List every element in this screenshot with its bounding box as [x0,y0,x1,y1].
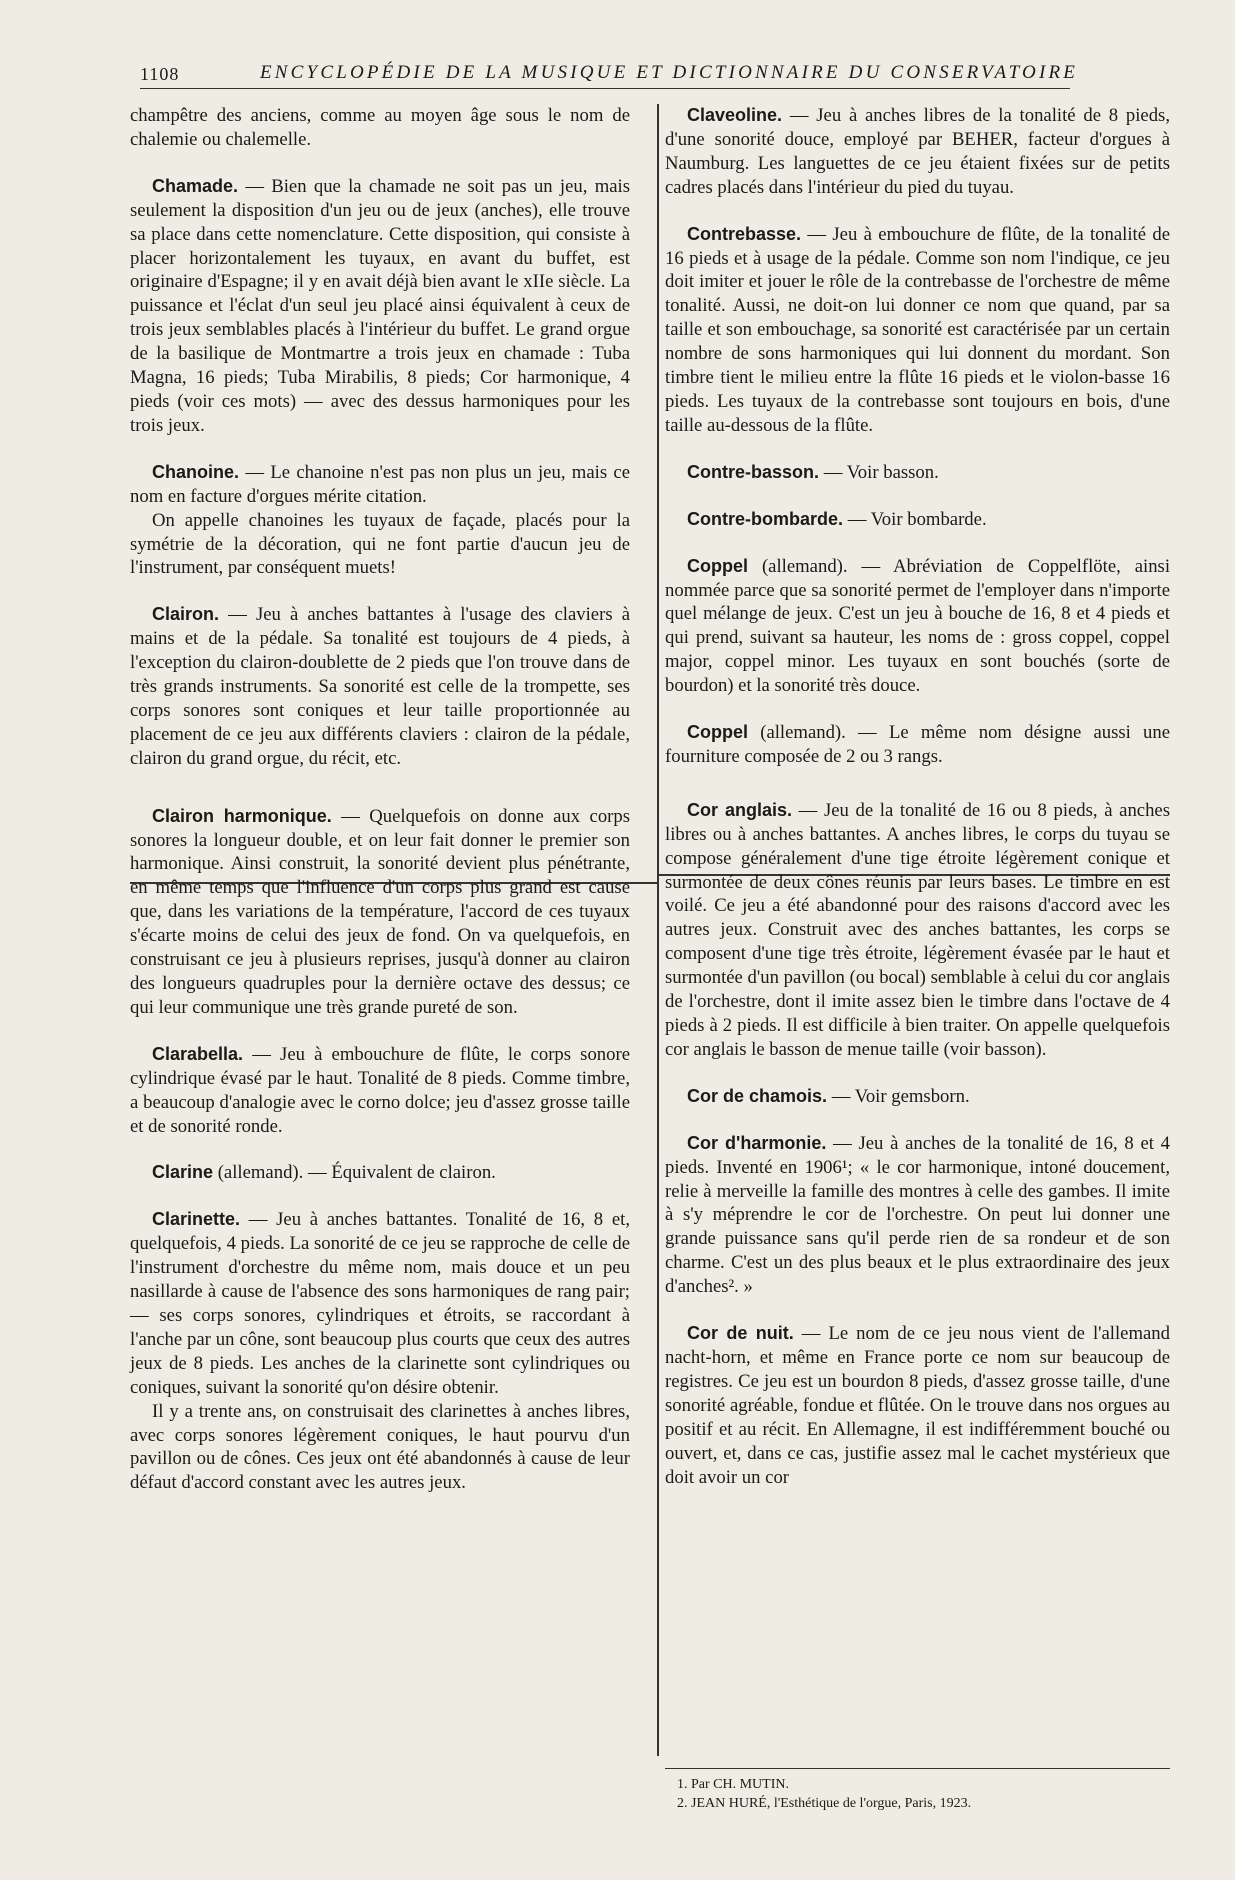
running-header [140,58,1079,89]
entry-coppel: Coppel (allemand). — Abréviation de Coppelflöte, ainsi nommée parce que sa sonorité permet de l'employer dans n'importe quel mélange de jeux. C'est un jeu à bouche de 16, 8 et 4 pieds et qui prend, suivant sa hauteur, les noms de : gross coppel, coppel major, coppel minor. Les tuyaux en sont bouchés (sorte de bourdon) et la sonorité très douce. [665,555,1171,697]
column-divider-lower [657,876,659,1756]
entry-claveoline: Claveoline. — Jeu à anches libres de la tonalité de 8 pieds, d'une sonorité douce, employé par BEHER, facteur d'orgues à Naumburg. Les languettes de ce jeu étaient fixées sur de petits cadres placés dans l'intérieur du pied du tuyau. [665,105,1170,198]
entry-cor-de-nuit: Cor de nuit. — Le nom de ce jeu nous vient de l'allemand nacht-horn, et même en France porte ce nom sur beaucoup de registres. Ce jeu est un bourdon 8 pieds, d'assez grosse taille, d'une sonorité agréable, fondue et flûtée. On le trouve dans nos orgues au positif et au récit. En Allemagne, il est indifféremment bouché ou ouvert, et, dans ce cas, justifie assez mal le cachet mystérieux que doit avoir un cor [665,1323,1170,1488]
running-title: ENCYCLOPÉDIE DE LA MUSIQUE ET DICTIONNAIRE DU CONSERVATOIRE [260,62,1079,83]
entry-contrebasse: Contrebasse. — Jeu à embouchure de flûte, de la tonalité de 16 pieds et à usage de la pédale. Comme son nom l'indique, ce jeu doit imiter et jouer le rôle de la contrebasse de l'orchestre de même tonalité. Aussi, ne doit-on lui donner ce nom que quand, par sa taille et son embouchage, sa sonorité est caractérisée par un certain nombre de sons harmoniques qui lui donnent du mordant. Son timbre tient le milieu entre la flûte 16 pieds et le violon-basse 16 pieds. Les tuyaux de la contrebasse sont toujours en bois, d'une taille au-dessous de la flûte. [665,223,1171,436]
page-number: 1108 [140,64,180,84]
entry-clarinette: Clarinette. — Jeu à anches battantes. Tonalité de 16, 8 et, quelquefois, 4 pieds. La sonorité de ce jeu se rapproche de celle de l'instrument d'orchestre du même nom, mais douce et un peu nasillarde à cause de l'absence des sons harmoniques de rang pair; — ses corps sonores, cylindriques et étroits, se raccordant à l'anche par un cône, sont beaucoup plus courts que ceux des autres jeux de 8 pieds. Les anches de la clarinette sont cylindriques ou coniques, suivant la sonorité qu'on désire obtenir. Il y a trente ans, on construisait des clarinettes à anches libres, avec corps sonores légèrement coniques, le haut pourvu d'un pavillon ou de cônes. Ces jeux ont été abandonnés à cause de leur défaut d'accord constant avec les autres jeux. [130,1209,630,1494]
footnotes [665,1768,1170,1813]
entry-chanoine: Chanoine. — Le chanoine n'est pas non plus un jeu, mais ce nom en facture d'orgues mérite citation. On appelle chanoines les tuyaux de façade, placés pour la symétrie de la décoration, qui ne font partie d'aucun jeu de l'instrument, par conséquent muets! [130,461,631,579]
entry-cor-de-chamois: Cor de chamois. — Voir gemsborn. [687,1085,970,1107]
entry-clairon: Clairon. — Jeu à anches battantes à l'usage des claviers à mains et de la pédale. Sa tonalité est toujours de 4 pieds, à l'exception du clairon-doublette de 2 pieds que l'on trouve dans de très grands instruments. Sa sonorité est celle de la trompette, ses corps sonores sont coniques et leur taille proportionnée au placement de ce jeu aux différents claviers : clairon de la pédale, clairon du grand orgue, du récit, etc. [130,604,631,769]
entry-chamade: Chamade. — Bien que la chamade ne soit pas un jeu, mais seulement la disposition d'un jeu ou de jeux (anches), elle trouve sa place dans cette nomenclature. Cette disposition, qui consiste à placer horizontalement les tuyaux, en avant du buffet, est originaire d'Espagne; il y en avait déjà bien avant le xIIe siècle. La puissance et l'éclat d'un seul jeu placé ainsi équivalent à ceux de trois jeux semblables placés à l'intérieur du buffet. Le grand orgue de la basilique de Montmartre a trois jeux en chamade : Tuba Magna, 16 pieds; Tuba Mirabilis, 8 pieds; Cor harmonique, 4 pieds (voir ces mots) — avec des dessus harmoniques pour les trois jeux. [130,175,630,436]
entry-clarine: Clarine (allemand). — Équivalent de clairon. [152,1162,496,1184]
column-divider-upper [657,104,659,880]
footnote-1: 1. Par CH. MUTIN. [677,1777,789,1792]
entry-clairon-harmonique: Clairon harmonique. — Quelquefois on donne aux corps sonores la longueur double, et on leur fait donner le premier son harmonique. Ainsi construit, la sonorité devient plus pénétrante, en même temps que l'influence d'un corps plus grand est cause que, dans les variations de la température, l'accord de ces tuyaux s'écarte moins de celui des jeux de fond. On va quelquefois, en construisant ce jeu à plusieurs reprises, jusqu'à donner au clairon des longueurs quadruples pour la dernière octave des dessus; ce qui leur communique une très grande pureté de son. [130,805,630,1018]
entry-cor-anglais: Cor anglais. — Jeu de la tonalité de 16 ou 8 pieds, à anches libres ou à anches battantes. A anches libres, le corps du tuyau se compose généralement d'une tige étroite légèrement conique et surmontée de deux cônes réunis par leurs bases. Le timbre en est voilé. Ce jeu a été abandonné pour des raisons d'accord avec les autres jeux. Construit avec des anches battantes, les corps se composent d'une tige très étroite, légèrement évasée par le haut et surmontée d'un pavillon (ou bocal) semblable à celui du cor anglais de l'orchestre, dont il imite assez bien le timbre dans l'octave de 4 pieds à 2 pieds. Il est difficile à bien traiter. On appelle quelquefois cor anglais le basson de menue taille (voir basson). [665,799,1171,1060]
entry-continuation: champêtre des anciens, comme au moyen âge sous le nom de chalemie ou chalemelle. [130,105,630,150]
entry-clarabella: Clarabella. — Jeu à embouchure de flûte, le corps sonore cylindrique évasé par le haut. Tonalité de 8 pieds. Comme timbre, a beaucoup d'analogie avec le corno dolce; jeu d'assez grosse taille et de sonorité ronde. [130,1043,631,1137]
entry-contre-bombarde: Contre-bombarde. — Voir bombarde. [687,508,987,530]
entry-cor-d-harmonie: Cor d'harmonie. — Jeu à anches de la tonalité de 16, 8 et 4 pieds. Inventé en 1906¹; « le cor harmonique, intoné doucement, relie à merveille la famille des montres à celle des gambes. Il imite à s'y méprendre le cor de l'orchestre. On peut lui donner une grande puissance sans qu'il perde rien de sa rondeur et de son charme. C'est un des plus beaux et le plus extraordinaire des jeux d'anches². » [665,1132,1171,1298]
right-column [665,104,1170,1512]
left-column [130,104,630,1518]
footnote-2: 2. JEAN HURÉ, l'Esthétique de l'orgue, Paris, 1923. [677,1796,972,1811]
entry-contre-basson: Contre-basson. — Voir basson. [687,461,939,483]
entry-coppel-fourniture: Coppel (allemand). — Le même nom désigne aussi une fourniture composée de 2 ou 3 rangs. [665,722,1171,767]
